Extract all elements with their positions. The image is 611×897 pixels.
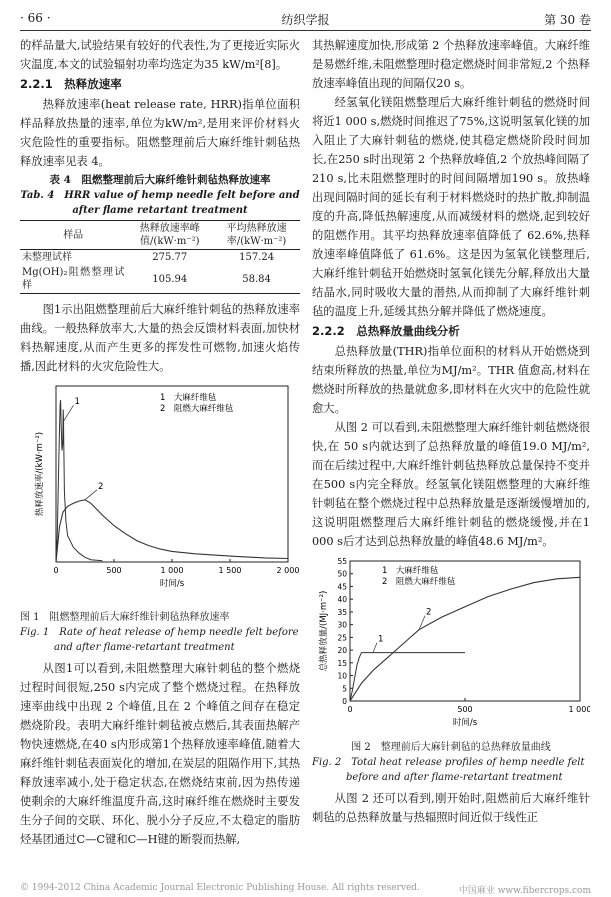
journal-name: 纺织学报 bbox=[281, 13, 330, 27]
fig1-caption bbox=[20, 610, 300, 655]
series-line-2 bbox=[350, 577, 580, 701]
y-tick-label: 20 bbox=[337, 646, 347, 656]
curve-leader bbox=[373, 643, 377, 653]
figure-1 bbox=[20, 380, 300, 606]
legend-entry: 1 大麻纤维毡 bbox=[160, 393, 217, 403]
y-axis-label: 热释放速率/(kW·m⁻²) bbox=[35, 431, 45, 517]
right-column bbox=[312, 36, 590, 827]
x-tick-label: 0 bbox=[53, 566, 59, 575]
fig2-caption-cn: 图 2 整理前后大麻针刺毡的总热释放量曲线 bbox=[351, 742, 551, 753]
table4-caption-cn: 表 4 阻燃整理前后大麻纤维针刺毡热释放速率 bbox=[49, 174, 271, 186]
curve-label-1: 1 bbox=[378, 634, 384, 645]
row-avg-value: 58.84 bbox=[213, 265, 300, 294]
y-tick-label: 40 bbox=[337, 595, 347, 605]
y-tick-label: 25 bbox=[337, 633, 347, 643]
table4-caption-en-1: Tab. 4 HRR value of hemp needle felt before and bbox=[20, 190, 300, 201]
continuation-paragraph: 其热解速度加快,形成第 2 个热释放速率峰值。大麻纤维是易燃纤维,未阻燃整理时稳定燃烧时间非常短,2 个热释放速率峰值出现的间隔仅20 s。 bbox=[312, 39, 590, 90]
curve-label-2: 2 bbox=[98, 481, 104, 492]
table-header-sample: 样品 bbox=[20, 221, 126, 250]
row-peak-value: 105.94 bbox=[126, 265, 213, 294]
x-tick-label: 2 000 bbox=[276, 566, 300, 575]
fig1-caption-cn: 图 1 阻燃整理前后大麻纤维针刺毡热释放速率 bbox=[20, 612, 230, 623]
section-heading-thr: 2.2.2 总热释放量曲线分析 bbox=[312, 324, 460, 338]
y-tick-label: 45 bbox=[337, 582, 347, 592]
x-tick-label: 500 bbox=[106, 566, 122, 575]
thr-chart bbox=[312, 555, 590, 730]
copyright-notice: © 1994-2012 China Academic Journal Electronic Publishing House. All rights reserved. bbox=[20, 883, 420, 893]
hrr-paragraph: 热释放速率(heat release rate, HRR)指单位面积样品释放热量的速率,单位为kW/m²,是用来评价材料火灾危险性的重要指标。阻燃整理前后大麻纤维针刺毡热释放速率见表 4。 bbox=[20, 98, 300, 168]
legend-entry: 2 阻燃大麻纤维毡 bbox=[160, 404, 234, 414]
y-tick-label: 15 bbox=[337, 658, 347, 668]
fig1-intro-paragraph: 图1示出阻燃整理前后大麻纤维针刺毡的热释放速率曲线。一般热释放率大,大量的热会反馈材料表面,加快材料热解速度,从而产生更多的挥发性可燃物,加速火焰传播,因此材料的火灾危险性大。 bbox=[20, 303, 300, 373]
row-sample-name: Mg(OH)₂阻燃整理试样 bbox=[20, 265, 126, 294]
curve-label-2: 2 bbox=[426, 607, 432, 618]
x-tick-label: 1 500 bbox=[218, 566, 242, 575]
table-header-peak: 热释放速率峰值/(kW·m⁻²) bbox=[126, 221, 213, 250]
volume-number: 第 30 卷 bbox=[544, 13, 591, 27]
figure-2 bbox=[312, 555, 590, 736]
intro-paragraph: 的样品量大,试验结果有较好的代表性,为了更接近实际火灾温度,本文的试验辐射功率均选定为35 kW/m²[8]。 bbox=[20, 39, 300, 71]
x-axis-label: 时间/s bbox=[452, 718, 478, 728]
fig1-analysis-paragraph: 从图1可以看到,未阻燃整理大麻针刺毡的整个燃烧过程时间很短,250 s内完成了整个燃烧过程。在热释放速率曲线中出现 2 个峰值,且在 2 个峰值之间存在稳定燃烧阶段。表明大麻纤维针刺毡被点燃后,其表面热解产物快速燃烧,在40 s内形成第1个热释放速率峰值,随着大麻纤维针刺毡表面炭化的增加,在炭层的阻隔作用下,其热释放速率减小,处于稳定状态,在燃烧结束前,因为热传递使剩余的大麻纤维温度升高,这时麻纤维在燃烧时主要发生分子间的交联、环化、脱小分子反应,不太稳定的脂肪烃基团通过C—C键和C—H键的断裂而热解, bbox=[20, 662, 300, 846]
fig2-followup-paragraph: 从图 2 还可以看到,刚开始时,阻燃前后大麻纤维针刺毡的总热释放量与热辐照时间近似于线性正 bbox=[312, 792, 590, 824]
fig1-caption-en-1: Fig. 1 Rate of heat release of hemp needle felt before bbox=[20, 627, 299, 638]
table-row bbox=[20, 250, 300, 266]
series-line-1 bbox=[56, 400, 102, 562]
y-tick-label: 55 bbox=[337, 557, 347, 566]
watermark: 中国麻业 www.fibercrops.com bbox=[458, 886, 591, 896]
curve-leader bbox=[85, 490, 97, 500]
fig1-caption-en-2: and after flame-retartant treatment bbox=[54, 642, 235, 653]
running-header bbox=[20, 8, 591, 31]
table4-caption-en-2: after flame retartant treatment bbox=[72, 205, 248, 216]
y-tick-label: 5 bbox=[342, 684, 347, 694]
legend-entry: 1 大麻纤维毡 bbox=[382, 566, 439, 576]
curve-label-1: 1 bbox=[74, 397, 80, 408]
page-number: · 66 · bbox=[20, 11, 51, 25]
y-tick-label: 30 bbox=[337, 620, 347, 630]
x-tick-label: 1 000 bbox=[568, 705, 590, 714]
row-peak-value: 275.77 bbox=[152, 252, 188, 263]
y-tick-label: 0 bbox=[342, 697, 347, 706]
fig2-caption bbox=[312, 740, 590, 785]
x-tick-label: 0 bbox=[347, 705, 353, 714]
fig2-analysis-paragraph: 从图 2 可以看到,未阻燃整理大麻纤维针刺毡燃烧很快,在 50 s内就达到了总热释放量的峰值19.0 MJ/m²,而在后续过程中,大麻纤维针刺毡热释放总量保持不变并在500 s内完全释放。经氢氧化镁阻燃整理的大麻纤维针刺毡在整个燃烧过程中总热释放量是逐渐缓慢增加的,这说明阻燃整理后大麻纤维针刺毡的燃烧缓慢,并在1 000 s后才达到总热释放量的峰值48.6 MJ/m²。 bbox=[312, 421, 590, 548]
y-tick-label: 35 bbox=[337, 607, 347, 617]
hrr-table bbox=[20, 220, 300, 294]
mgoh-paragraph: 经氢氧化镁阻燃整理后大麻纤维针刺毡的燃烧时间将近1 000 s,燃烧时间推迟了75%,这说明氢氧化镁的加入阻止了大麻针刺毡的燃烧,使其稳定燃烧阶段时间加长,在250 s时出现第 2 个热释放峰值,2 个放热峰间隔了210 s,比未阻燃整理时的时间间隔增加190 s。放热峰出现间隔时间的延长有利于材料燃烧时的热扩散,抑制温度的升高,降低热解速度,从而减缓材料的燃烧,起到较好的阻燃作用。其平均热释放速率值降低了 62.6%,热释放速率峰值降低了 61.6%。这是因为氢氧化镁整理后,大麻纤维针刺毡开始燃烧时氢氧化镁先分解,释放出大量结晶水,同时吸收大量的潜热,从而抑制了大麻纤维针刺毡的温度上升,延缓其热分解并降低了燃烧速度。 bbox=[312, 96, 590, 318]
row-avg-value: 157.24 bbox=[239, 252, 275, 263]
fig2-caption-en-2: before and after flame-retartant treatment bbox=[346, 772, 563, 783]
left-column bbox=[20, 36, 300, 849]
curve-leader bbox=[64, 405, 74, 421]
x-tick-label: 1 000 bbox=[160, 566, 184, 575]
y-axis-label: 总热释放量/(MJ·m⁻²) bbox=[319, 590, 329, 672]
row-sample-name: 未整理试样 bbox=[22, 252, 72, 263]
page-footer bbox=[20, 883, 591, 896]
section-heading-hrr: 2.2.1 热释放速率 bbox=[20, 77, 122, 91]
thr-paragraph: 总热释放量(THR)指单位面积的材料从开始燃烧到结束所释放的热量,单位为MJ/m²。THR 值愈高,材料在燃烧时所释放的热量就愈多,即材料在火灾中的危险性就愈大。 bbox=[312, 345, 590, 415]
x-axis-label: 时间/s bbox=[159, 579, 185, 589]
x-tick-label: 500 bbox=[457, 705, 473, 714]
table-header-avg: 平均热释放速率/(kW·m⁻²) bbox=[213, 221, 300, 250]
y-tick-label: 50 bbox=[337, 569, 347, 579]
fig2-caption-en-1: Fig. 2 Total heat release profiles of hemp needle felt bbox=[312, 757, 585, 768]
table-row bbox=[20, 265, 300, 294]
legend-entry: 2 阻燃大麻纤维毡 bbox=[382, 577, 456, 587]
y-tick-label: 10 bbox=[337, 671, 347, 681]
hrr-chart bbox=[20, 380, 300, 600]
series-line-2 bbox=[56, 500, 288, 562]
